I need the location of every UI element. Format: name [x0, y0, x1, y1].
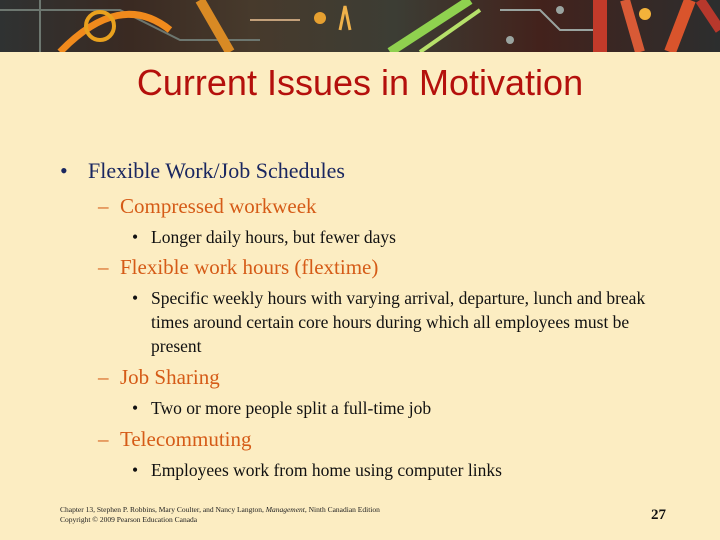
- bullet-text: Employees work from home using computer links: [151, 460, 502, 480]
- footer-book-title: Management: [265, 505, 305, 514]
- bullet-dot: •: [132, 460, 139, 480]
- bullet-dot: •: [132, 398, 139, 418]
- slide-title: Current Issues in Motivation: [136, 62, 584, 103]
- detail-compressed: [132, 225, 652, 249]
- banner-art: [0, 0, 720, 52]
- page-number: 27: [651, 507, 666, 523]
- footer-line-1: [60, 505, 380, 515]
- bullet-text: Compressed workweek: [120, 194, 317, 218]
- bullet-dot: •: [132, 288, 139, 308]
- detail-telecommuting: [132, 458, 652, 482]
- bullet-dot: •: [132, 227, 139, 247]
- bullet-text: Flexible work hours (flextime): [120, 255, 379, 279]
- detail-job-sharing: [132, 396, 652, 420]
- bullet-text: Two or more people split a full-time job: [151, 398, 432, 418]
- bullet-dash: –: [98, 255, 109, 279]
- footer-citation: [60, 505, 380, 525]
- decorative-banner: [0, 0, 720, 52]
- bullet-text: Specific weekly hours with varying arrival, departure, lunch and break times around certain core hours during which all employees must be present: [151, 288, 646, 356]
- bullet-dash: –: [98, 427, 109, 451]
- bullet-dash: –: [98, 194, 109, 218]
- bullet-text: Longer daily hours, but fewer days: [151, 227, 396, 247]
- bullet-text: Job Sharing: [120, 365, 220, 389]
- footer-line-2: Copyright © 2009 Pearson Education Canada: [60, 515, 198, 524]
- detail-flextime: [132, 286, 652, 358]
- footer-prefix: Chapter 13, Stephen P. Robbins, Mary Coulter, and Nancy Langton,: [60, 505, 266, 514]
- bullet-dash: –: [98, 365, 109, 389]
- bullet-dot: •: [60, 158, 68, 183]
- bullet-text: Flexible Work/Job Schedules: [88, 158, 345, 183]
- bullet-text: Telecommuting: [120, 427, 252, 451]
- footer-suffix: , Ninth Canadian Edition: [304, 505, 380, 514]
